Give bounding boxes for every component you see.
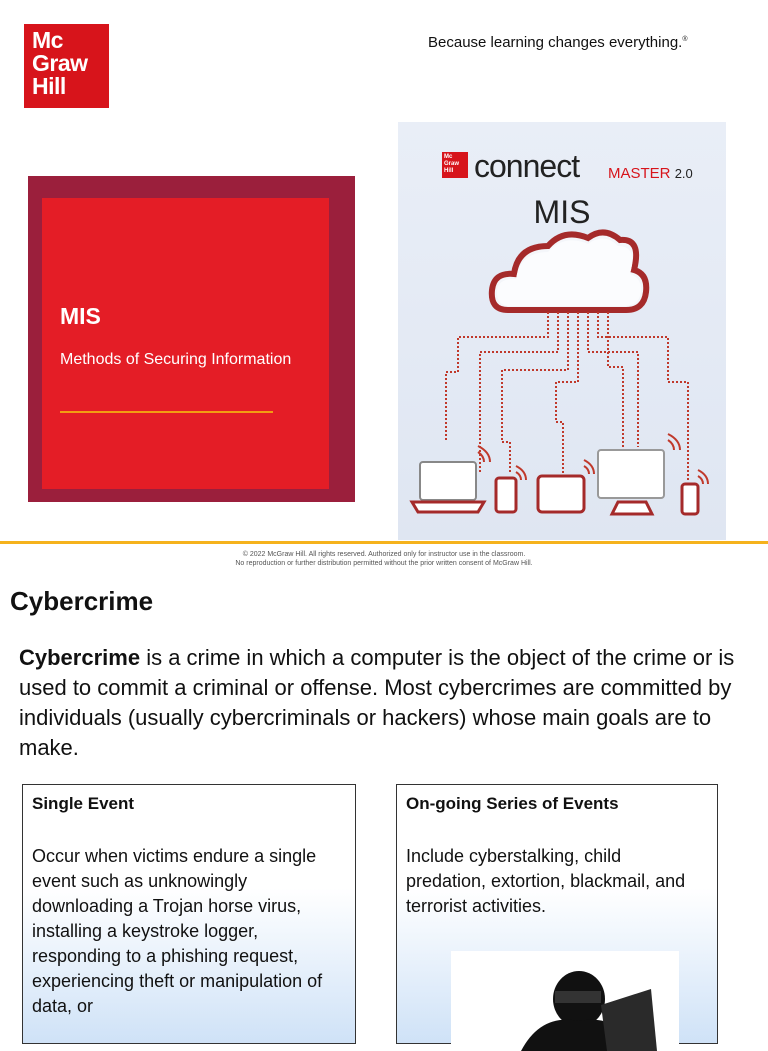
connect-brand: connect bbox=[474, 148, 580, 184]
devices bbox=[412, 450, 698, 514]
single-event-box bbox=[22, 784, 356, 1044]
title-card bbox=[42, 198, 329, 489]
box-title: On-going Series of Events bbox=[406, 794, 619, 813]
box-text: Occur when victims endure a single event such as unknowingly downloading a Trojan horse virus, installing a keystroke logger, responding to a phishing request, experiencing theft or manipulation of data, or bbox=[32, 846, 323, 1016]
logo-line-2: Graw bbox=[32, 50, 88, 76]
box-title: Single Event bbox=[32, 794, 135, 813]
subject-title: MIS bbox=[533, 194, 591, 230]
registered-mark: ® bbox=[682, 36, 688, 43]
copyright-notice: © 2022 McGraw Hill. All rights reserved. Authorized only for instructor use in the classroom. No reproduction or further distribution permitted without the prior written consent of McGraw Hill. bbox=[235, 551, 533, 567]
logo-line-1: Mc bbox=[32, 27, 63, 53]
definition-paragraph: Cybercrime is a crime in which a computer is the object of the crime or is used to commit a criminal or offense. Most cybercrimes are committed by individuals (usually cybercriminals or hackers) whose main goals are to make. bbox=[19, 645, 735, 760]
connect-master-cover bbox=[398, 122, 726, 540]
card-underline bbox=[60, 411, 273, 413]
definition-term: Cybercrime bbox=[19, 645, 141, 670]
hacker-image bbox=[451, 951, 679, 1051]
ongoing-events-box bbox=[396, 784, 718, 1044]
logo-line-3: Hill bbox=[32, 73, 66, 99]
cloud-network-illustration bbox=[398, 122, 726, 540]
tagline: Because learning changes everything.® bbox=[428, 34, 688, 51]
slide-divider bbox=[0, 541, 768, 544]
cloud-icon bbox=[492, 232, 646, 310]
mini-mcgraw-hill-logo: Mc Graw Hill bbox=[442, 152, 468, 178]
box-text: Include cyberstalking, child predation, extortion, blackmail, and terrorist activities. bbox=[406, 846, 686, 916]
mcgraw-hill-logo bbox=[24, 24, 109, 108]
master-label: MASTER 2.0 bbox=[608, 165, 693, 182]
section-heading: Cybercrime bbox=[10, 586, 154, 616]
card-title: MIS bbox=[60, 303, 101, 329]
hooded-hacker-icon bbox=[451, 951, 679, 1051]
card-subtitle: Methods of Securing Information bbox=[60, 351, 292, 368]
